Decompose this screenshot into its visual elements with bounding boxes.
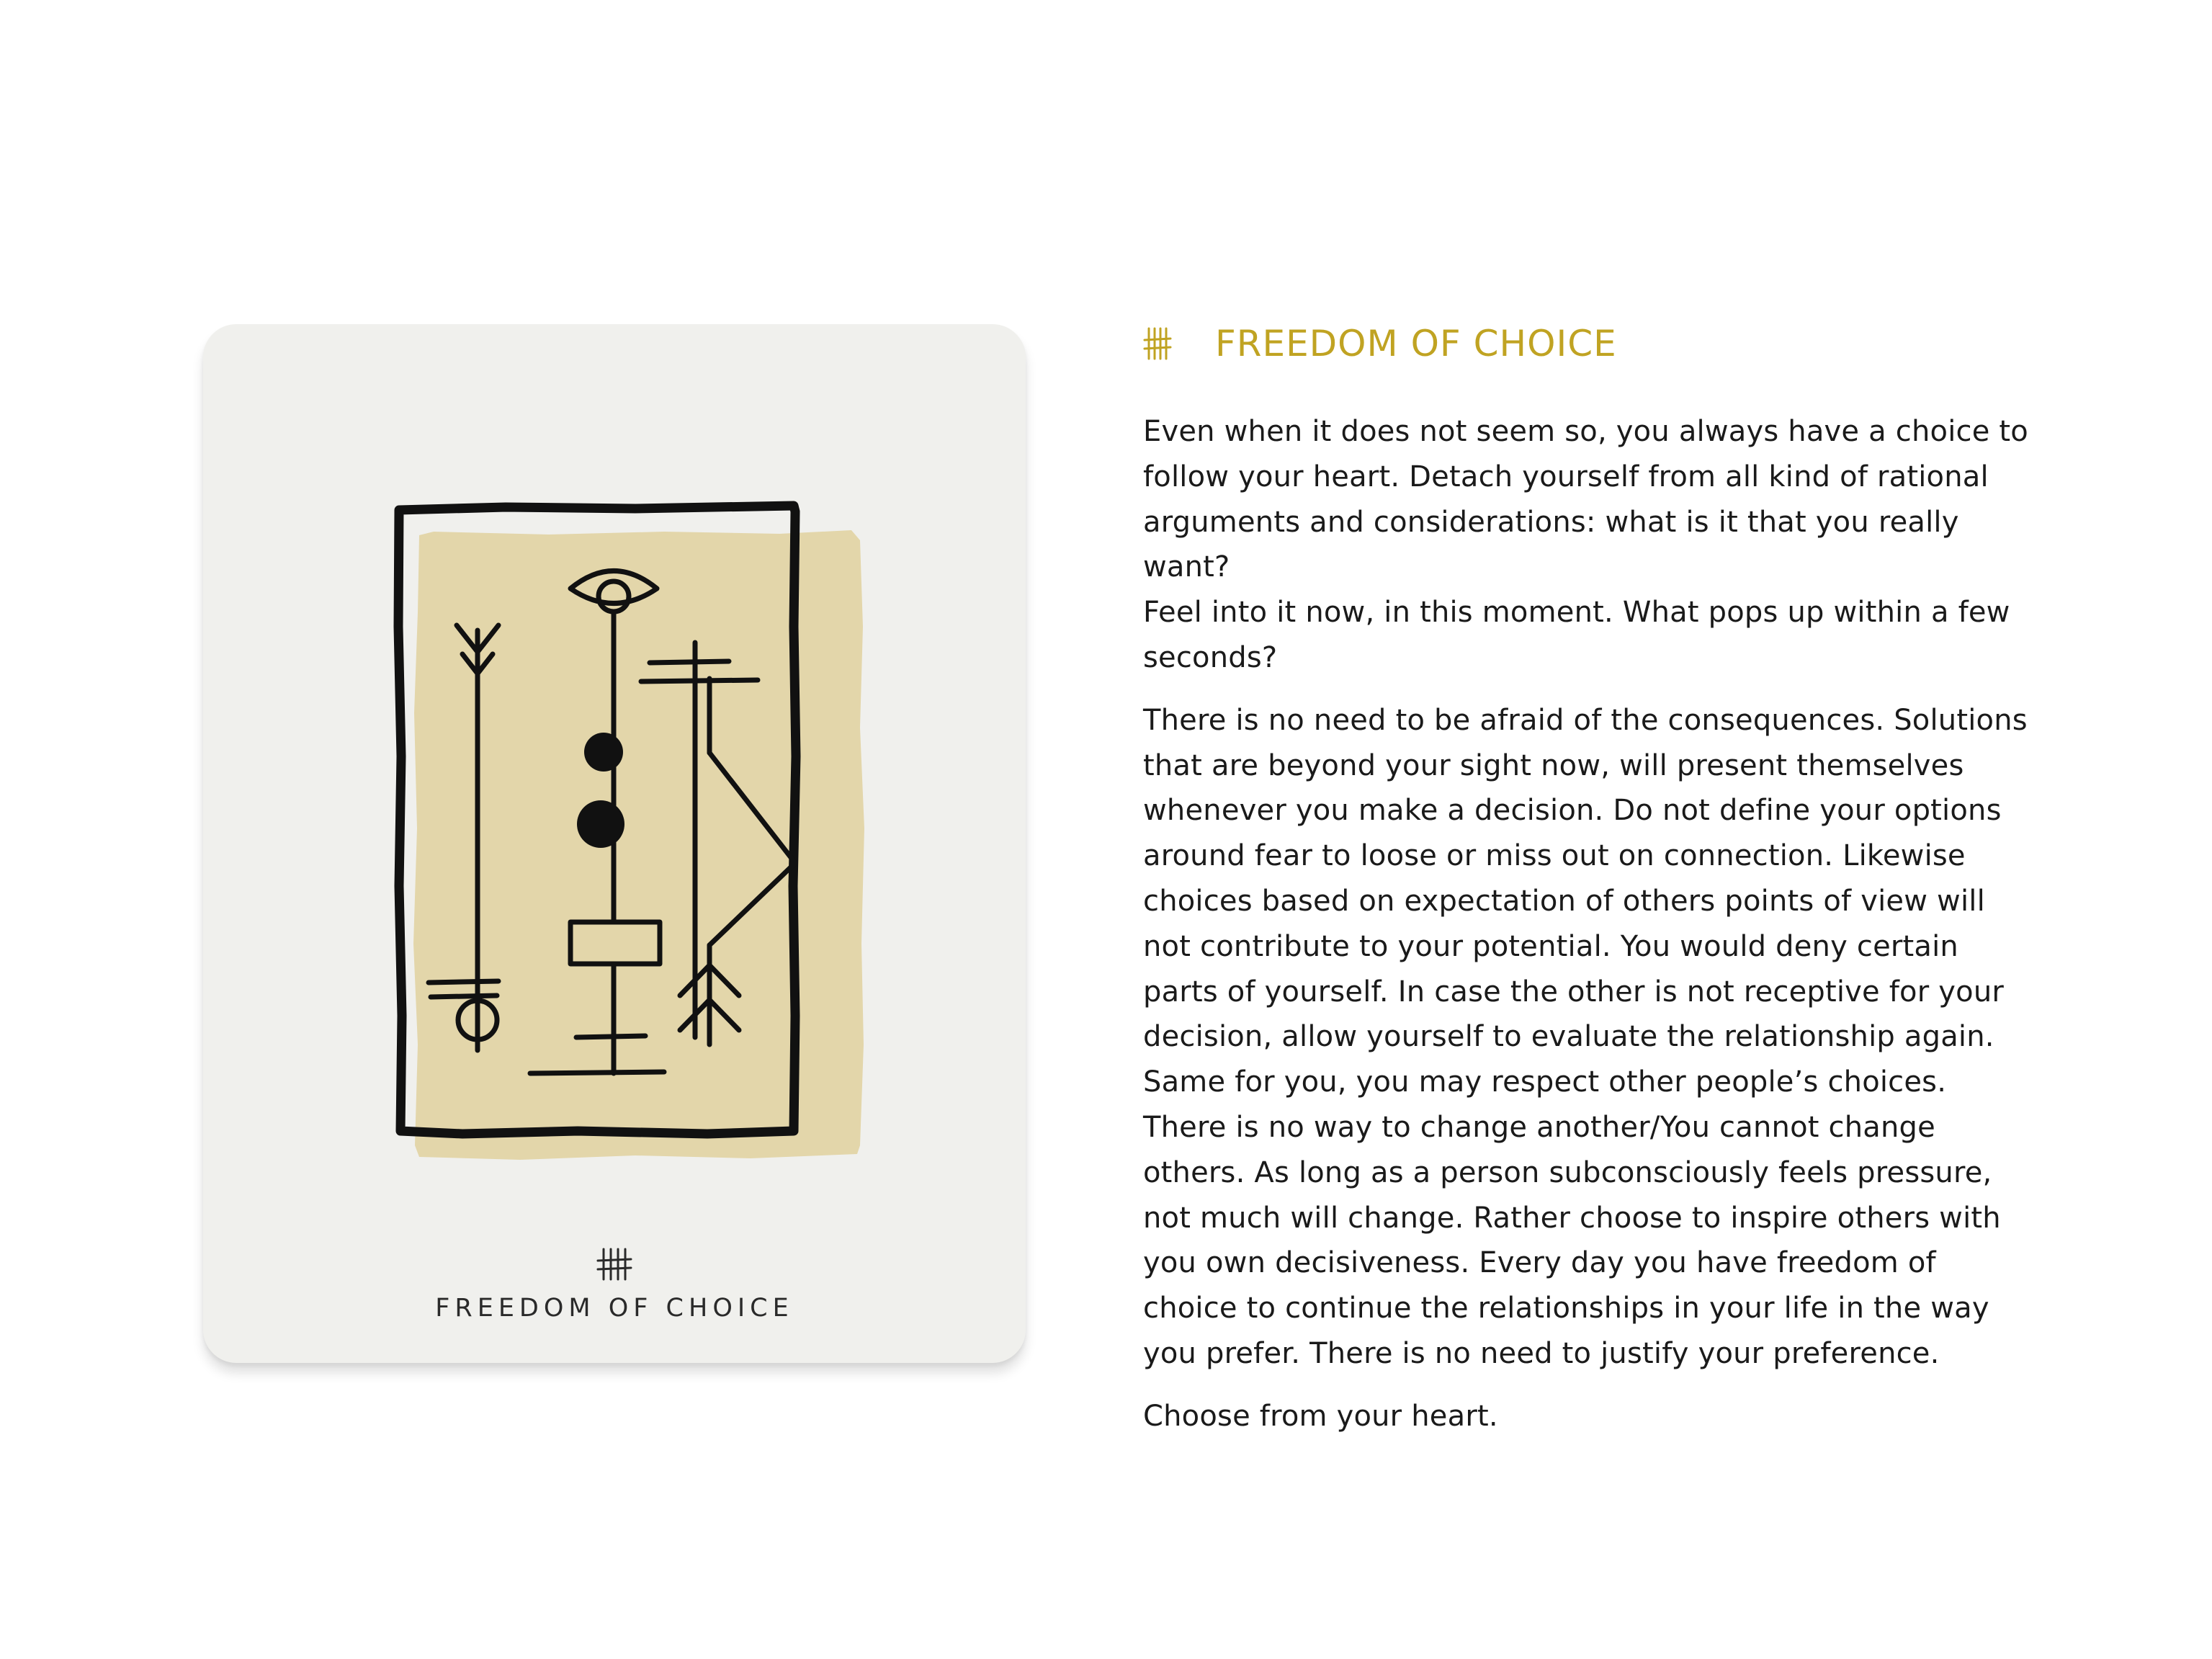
description-heading <box>1143 317 2036 375</box>
paragraph-closing: Choose from your heart. <box>1143 1399 1498 1433</box>
card-artwork <box>203 324 1026 1363</box>
card-title: FREEDOM OF CHOICE <box>435 1294 794 1323</box>
tally-mark-icon <box>1143 326 1172 362</box>
description-body <box>1143 409 2036 1439</box>
paragraph-main: There is no need to be afraid of the consequences. Solutions that are beyond your sight now, will present themselves whenever you make a decision. Do not define your options around fear to loose or miss out on connection. Likewise choices based on expectation of others points of view will not contribute to your potential. You would deny certain parts of yourself. In case the other is not receptive for your decision, allow yourself to evaluate the relationship again. Same for you, you may respect other people’s choices. There is no way to change another/You cannot change others. As long as a person subconsciously feels pressure, not much will change. Rather choose to inspire others with you own decisiveness. Every day you have freedom of choice to continue the relationships in your life in the way you prefer. There is no need to justify your preference. <box>1143 703 2028 1370</box>
paragraph-intro: Even when it does not seem so, you always have a choice to follow your heart. Detach yourself from all kind of rational arguments and considerations: what is it that you really want? Feel into it now, in this moment. What pops up within a few seconds? <box>1143 415 2028 674</box>
oracle-card <box>203 324 1026 1363</box>
description-column <box>1143 317 2036 1457</box>
tally-mark-icon <box>203 1245 1026 1284</box>
heading-title: FREEDOM OF CHOICE <box>1215 323 1617 365</box>
